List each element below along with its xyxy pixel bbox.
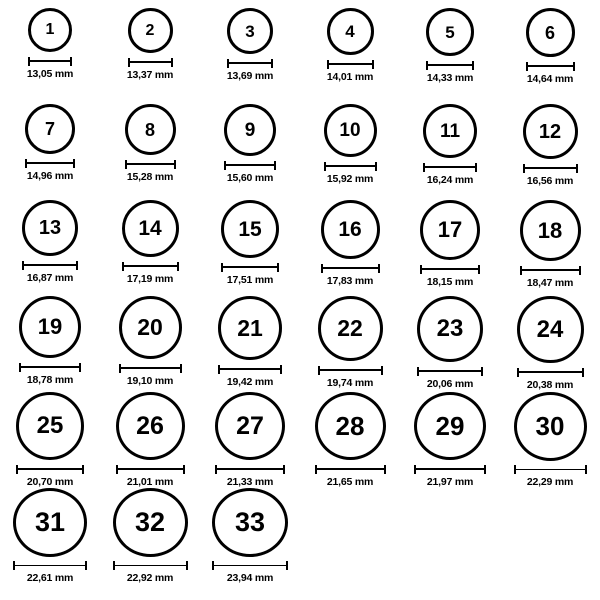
measure-bar: [215, 468, 285, 470]
ring-size-number: 23: [436, 315, 464, 342]
ring-circle: [227, 8, 273, 54]
ring-size-cell: [400, 8, 500, 104]
ring-circle: [321, 200, 380, 259]
diameter-label: 21,97 mm: [426, 476, 474, 488]
ring-size-cell: [300, 104, 400, 200]
ring-size-number: 7: [44, 119, 55, 139]
ring-size-cell: [0, 104, 100, 200]
diameter-label: 21,01 mm: [126, 476, 174, 488]
measure-bar: [227, 62, 273, 64]
ring-circle: [426, 8, 474, 56]
ring-circle: [417, 296, 483, 362]
diameter-label: 20,38 mm: [526, 379, 574, 391]
ring-size-cell: [0, 488, 100, 584]
measure-bar: [318, 369, 383, 371]
ring-size-cell: [400, 200, 500, 296]
diameter-measure-line: [224, 161, 276, 169]
diameter-measure-line: [215, 465, 285, 473]
diameter-label: 16,56 mm: [526, 175, 574, 187]
ring-size-number: 5: [445, 22, 455, 42]
ring-size-cell: [200, 392, 300, 488]
ring-size-number: 30: [535, 411, 565, 442]
diameter-measure-line: [324, 162, 377, 170]
ring-size-cell: [500, 200, 600, 296]
diameter-label: 20,70 mm: [26, 476, 74, 488]
measure-bar: [125, 163, 176, 165]
diameter-label: 21,65 mm: [326, 476, 374, 488]
measure-bar: [327, 63, 374, 65]
ring-size-number: 21: [237, 314, 263, 341]
diameter-measure-line: [426, 61, 474, 69]
ring-size-number: 27: [236, 411, 264, 440]
ring-circle: [315, 392, 386, 460]
diameter-label: 13,37 mm: [126, 69, 174, 81]
diameter-label: 21,33 mm: [226, 476, 274, 488]
measure-bar: [16, 468, 84, 470]
ring-size-number: 24: [536, 315, 564, 343]
diameter-measure-line: [420, 265, 480, 273]
measure-bar: [417, 370, 483, 372]
ring-size-number: 26: [136, 411, 164, 440]
ring-circle: [224, 104, 276, 156]
ring-size-cell: [300, 296, 400, 392]
measure-bar: [426, 64, 474, 66]
ring-circle: [19, 296, 81, 358]
ring-size-cell: [100, 296, 200, 392]
diameter-measure-line: [212, 562, 288, 569]
measure-bar: [19, 366, 81, 368]
ring-size-cell: [400, 296, 500, 392]
ring-size-cell: [200, 8, 300, 104]
ring-size-number: 28: [335, 411, 365, 442]
ring-circle: [324, 104, 377, 157]
ring-size-number: 16: [338, 218, 362, 241]
ring-size-number: 2: [145, 21, 155, 39]
ring-size-cell: [200, 104, 300, 200]
diameter-measure-line: [523, 164, 578, 172]
diameter-measure-line: [221, 263, 279, 271]
diameter-label: 18,47 mm: [526, 277, 574, 289]
ring-size-number: 4: [345, 22, 355, 41]
diameter-measure-line: [13, 562, 87, 569]
diameter-measure-line: [526, 62, 575, 70]
ring-size-cell: [0, 200, 100, 296]
ring-size-number: 19: [37, 314, 63, 339]
ring-circle: [520, 200, 581, 261]
diameter-measure-line: [414, 465, 486, 473]
ring-size-cell: [400, 392, 500, 488]
ring-circle: [13, 488, 87, 557]
ring-size-cell: [200, 296, 300, 392]
measure-bar: [514, 469, 587, 471]
ring-size-number: 29: [435, 411, 465, 442]
measure-bar: [221, 266, 279, 268]
measure-bar: [25, 162, 75, 164]
ring-size-number: 13: [38, 217, 62, 239]
diameter-label: 16,24 mm: [426, 174, 474, 186]
diameter-label: 22,61 mm: [26, 572, 74, 584]
diameter-measure-line: [116, 465, 185, 473]
ring-size-number: 12: [538, 120, 562, 143]
diameter-measure-line: [227, 59, 273, 67]
ring-size-cell: [500, 104, 600, 200]
measure-bar: [116, 468, 185, 470]
diameter-measure-line: [19, 363, 81, 371]
ring-circle: [22, 200, 78, 256]
ring-size-number: 18: [537, 217, 563, 243]
diameter-measure-line: [128, 58, 173, 66]
diameter-label: 14,01 mm: [326, 71, 374, 83]
diameter-measure-line: [28, 57, 72, 65]
ring-size-cell: [500, 8, 600, 104]
ring-circle: [221, 200, 279, 258]
measure-bar: [218, 368, 282, 370]
ring-circle: [423, 104, 477, 158]
diameter-label: 20,06 mm: [426, 378, 474, 390]
diameter-label: 19,10 mm: [126, 375, 174, 387]
diameter-measure-line: [16, 465, 84, 473]
ring-size-cell: [100, 8, 200, 104]
ring-size-number: 22: [337, 315, 363, 341]
ring-size-cell: [200, 488, 300, 584]
measure-bar: [315, 468, 386, 470]
diameter-label: 14,96 mm: [26, 170, 74, 182]
diameter-label: 13,05 mm: [26, 68, 74, 80]
diameter-label: 14,64 mm: [526, 73, 574, 85]
ring-size-cell: [500, 392, 600, 488]
diameter-measure-line: [22, 261, 78, 269]
ring-size-number: 31: [34, 506, 66, 537]
ring-size-cell: [100, 392, 200, 488]
diameter-label: 17,83 mm: [326, 275, 374, 287]
ring-circle: [116, 392, 185, 460]
ring-circle: [523, 104, 578, 159]
ring-size-number: 14: [138, 217, 162, 240]
diameter-label: 19,74 mm: [326, 377, 374, 389]
measure-bar: [122, 265, 179, 267]
ring-size-number: 17: [437, 217, 463, 242]
ring-circle: [25, 104, 75, 154]
ring-circle: [119, 296, 182, 359]
diameter-measure-line: [517, 368, 584, 376]
ring-size-cell: [0, 296, 100, 392]
ring-size-cell: [300, 200, 400, 296]
diameter-label: 14,33 mm: [426, 72, 474, 84]
ring-size-number: 11: [439, 120, 461, 142]
ring-circle: [16, 392, 84, 460]
diameter-measure-line: [218, 365, 282, 373]
diameter-label: 13,69 mm: [226, 70, 274, 82]
diameter-measure-line: [417, 367, 483, 375]
ring-size-number: 6: [544, 22, 555, 43]
diameter-measure-line: [327, 60, 374, 68]
ring-size-cell: [100, 104, 200, 200]
measure-bar: [119, 367, 182, 369]
measure-bar: [113, 565, 188, 567]
ring-circle: [215, 392, 285, 460]
diameter-measure-line: [315, 465, 386, 473]
measure-bar: [28, 60, 72, 62]
diameter-label: 17,51 mm: [226, 274, 274, 286]
ring-size-cell: [100, 200, 200, 296]
ring-size-number: 9: [244, 119, 256, 141]
diameter-label: 18,15 mm: [426, 276, 474, 288]
ring-size-number: 8: [144, 119, 155, 140]
diameter-measure-line: [25, 159, 75, 167]
diameter-measure-line: [119, 364, 182, 372]
ring-size-number: 10: [339, 120, 361, 141]
diameter-measure-line: [125, 160, 176, 168]
diameter-measure-line: [520, 266, 581, 274]
ring-circle: [414, 392, 486, 460]
ring-circle: [420, 200, 480, 260]
measure-bar: [523, 167, 578, 169]
ring-size-number: 25: [36, 412, 64, 439]
diameter-label: 15,28 mm: [126, 171, 174, 183]
diameter-measure-line: [113, 562, 188, 569]
measure-bar: [414, 468, 486, 470]
ring-size-number: 15: [238, 217, 262, 241]
ring-circle: [327, 8, 374, 55]
diameter-measure-line: [318, 366, 383, 374]
ring-circle: [28, 8, 72, 52]
ring-size-cell: [0, 8, 100, 104]
measure-bar: [13, 565, 87, 567]
measure-bar: [517, 371, 584, 373]
ring-size-number: 20: [137, 314, 163, 340]
diameter-label: 16,87 mm: [26, 272, 74, 284]
diameter-label: 19,42 mm: [226, 376, 274, 388]
ring-circle: [514, 392, 587, 461]
ring-circle: [318, 296, 383, 361]
measure-bar: [22, 264, 78, 266]
ring-size-number: 3: [245, 21, 255, 41]
ring-size-number: 1: [45, 21, 55, 38]
measure-bar: [423, 166, 477, 168]
measure-bar: [224, 164, 276, 166]
ring-size-cell: [0, 392, 100, 488]
ring-size-number: 33: [234, 506, 266, 537]
measure-bar: [526, 65, 575, 67]
measure-bar: [420, 268, 480, 270]
ring-circle: [517, 296, 584, 363]
diameter-measure-line: [514, 466, 587, 473]
ring-size-cell: [400, 104, 500, 200]
ring-circle: [526, 8, 575, 57]
ring-circle: [113, 488, 188, 557]
diameter-label: 23,94 mm: [226, 572, 274, 584]
diameter-measure-line: [122, 262, 179, 270]
diameter-label: 17,19 mm: [126, 273, 174, 285]
diameter-label: 15,60 mm: [226, 172, 274, 184]
ring-size-cell: [200, 200, 300, 296]
ring-circle: [128, 8, 173, 53]
ring-size-cell: [300, 392, 400, 488]
measure-bar: [520, 269, 581, 271]
ring-size-number: 32: [134, 506, 166, 537]
ring-circle: [218, 296, 282, 360]
measure-bar: [212, 565, 288, 567]
measure-bar: [128, 61, 173, 63]
measure-bar: [324, 165, 377, 167]
measure-bar: [321, 267, 380, 269]
ring-circle: [212, 488, 288, 557]
diameter-measure-line: [423, 163, 477, 171]
ring-circle: [125, 104, 176, 155]
diameter-label: 22,29 mm: [526, 476, 574, 488]
diameter-label: 22,92 mm: [126, 572, 174, 584]
diameter-label: 15,92 mm: [326, 173, 374, 185]
diameter-label: 18,78 mm: [26, 374, 74, 386]
ring-size-cell: [300, 8, 400, 104]
diameter-measure-line: [321, 264, 380, 272]
ring-circle: [122, 200, 179, 257]
ring-size-cell: [100, 488, 200, 584]
ring-size-cell: [500, 296, 600, 392]
